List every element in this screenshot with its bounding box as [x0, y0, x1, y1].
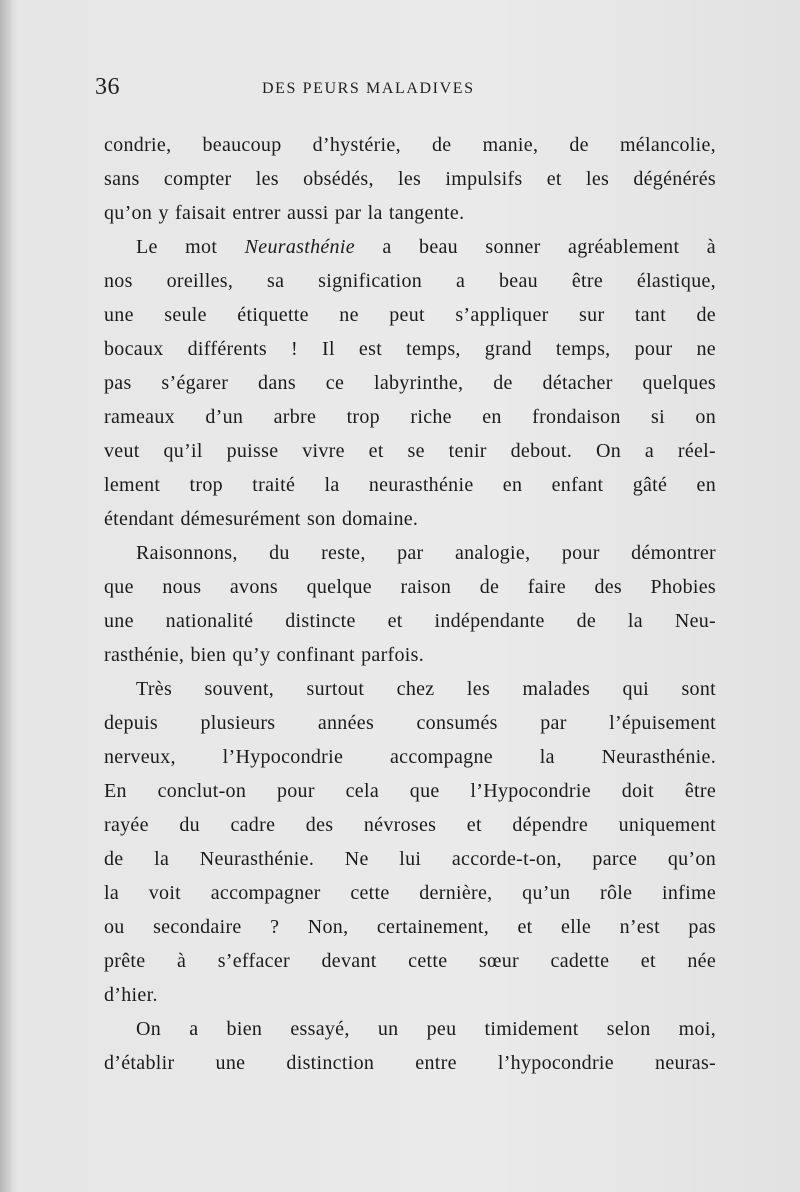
text-line: la voit accompagner cette dernière, qu’un rôle infime — [104, 882, 716, 904]
running-title: DES PEURS MALADIVES — [262, 80, 475, 97]
body-text — [104, 128, 716, 1080]
text-line: une seule étiquette ne peut s’appliquer sur tant de — [104, 304, 716, 326]
page-binding-shadow — [0, 0, 12, 1192]
text-line: veut qu’il puisse vivre et se tenir debout. On a réel- — [104, 440, 716, 462]
text-line: ou secondaire ? Non, certainement, et elle n’est pas — [104, 916, 716, 938]
text-line: étendant démesurément son domaine. — [104, 508, 419, 530]
text-line: rasthénie, bien qu’y confinant parfois. — [104, 644, 425, 666]
italic-term: Neurasthénie — [244, 236, 355, 258]
text-fragment: a beau sonner agréablement à — [382, 236, 716, 258]
text-line: rayée du cadre des névroses et dépendre uniquement — [104, 814, 716, 836]
text-line — [104, 230, 716, 264]
text-line: d’hier. — [104, 984, 158, 1006]
text-line: Très souvent, surtout chez les malades qui sont — [136, 678, 716, 700]
text-fragment: Le mot — [136, 236, 218, 258]
text-line: Raisonnons, du reste, par analogie, pour démontrer — [136, 542, 716, 564]
text-line: nerveux, l’Hypocondrie accompagne la Neurasthénie. — [104, 746, 716, 768]
text-line: rameaux d’un arbre trop riche en frondaison si on — [104, 406, 716, 428]
text-line: En conclut-on pour cela que l’Hypocondrie doit être — [104, 780, 716, 802]
text-line: prête à s’effacer devant cette sœur cadette et née — [104, 950, 716, 972]
page-number: 36 — [95, 74, 120, 100]
running-head — [0, 74, 800, 104]
text-line: On a bien essayé, un peu timidement selon moi, — [136, 1018, 716, 1040]
text-line: une nationalité distincte et indépendante de la Neu- — [104, 610, 716, 632]
text-line: bocaux différents ! Il est temps, grand temps, pour ne — [104, 338, 716, 360]
text-line: sans compter les obsédés, les impulsifs et les dégénérés — [104, 168, 716, 190]
text-line: qu’on y faisait entrer aussi par la tangente. — [104, 202, 465, 224]
text-line: pas s’égarer dans ce labyrinthe, de détacher quelques — [104, 372, 716, 394]
text-line: que nous avons quelque raison de faire des Phobies — [104, 576, 716, 598]
text-line: lement trop traité la neurasthénie en enfant gâté en — [104, 474, 716, 496]
text-line: d’établir une distinction entre l’hypocondrie neuras- — [104, 1052, 716, 1074]
text-line: depuis plusieurs années consumés par l’épuisement — [104, 712, 716, 734]
text-line: condrie, beaucoup d’hystérie, de manie, de mélancolie, — [104, 134, 716, 156]
text-line: de la Neurasthénie. Ne lui accorde-t-on, parce qu’on — [104, 848, 716, 870]
text-line: nos oreilles, sa signification a beau être élastique, — [104, 270, 716, 292]
